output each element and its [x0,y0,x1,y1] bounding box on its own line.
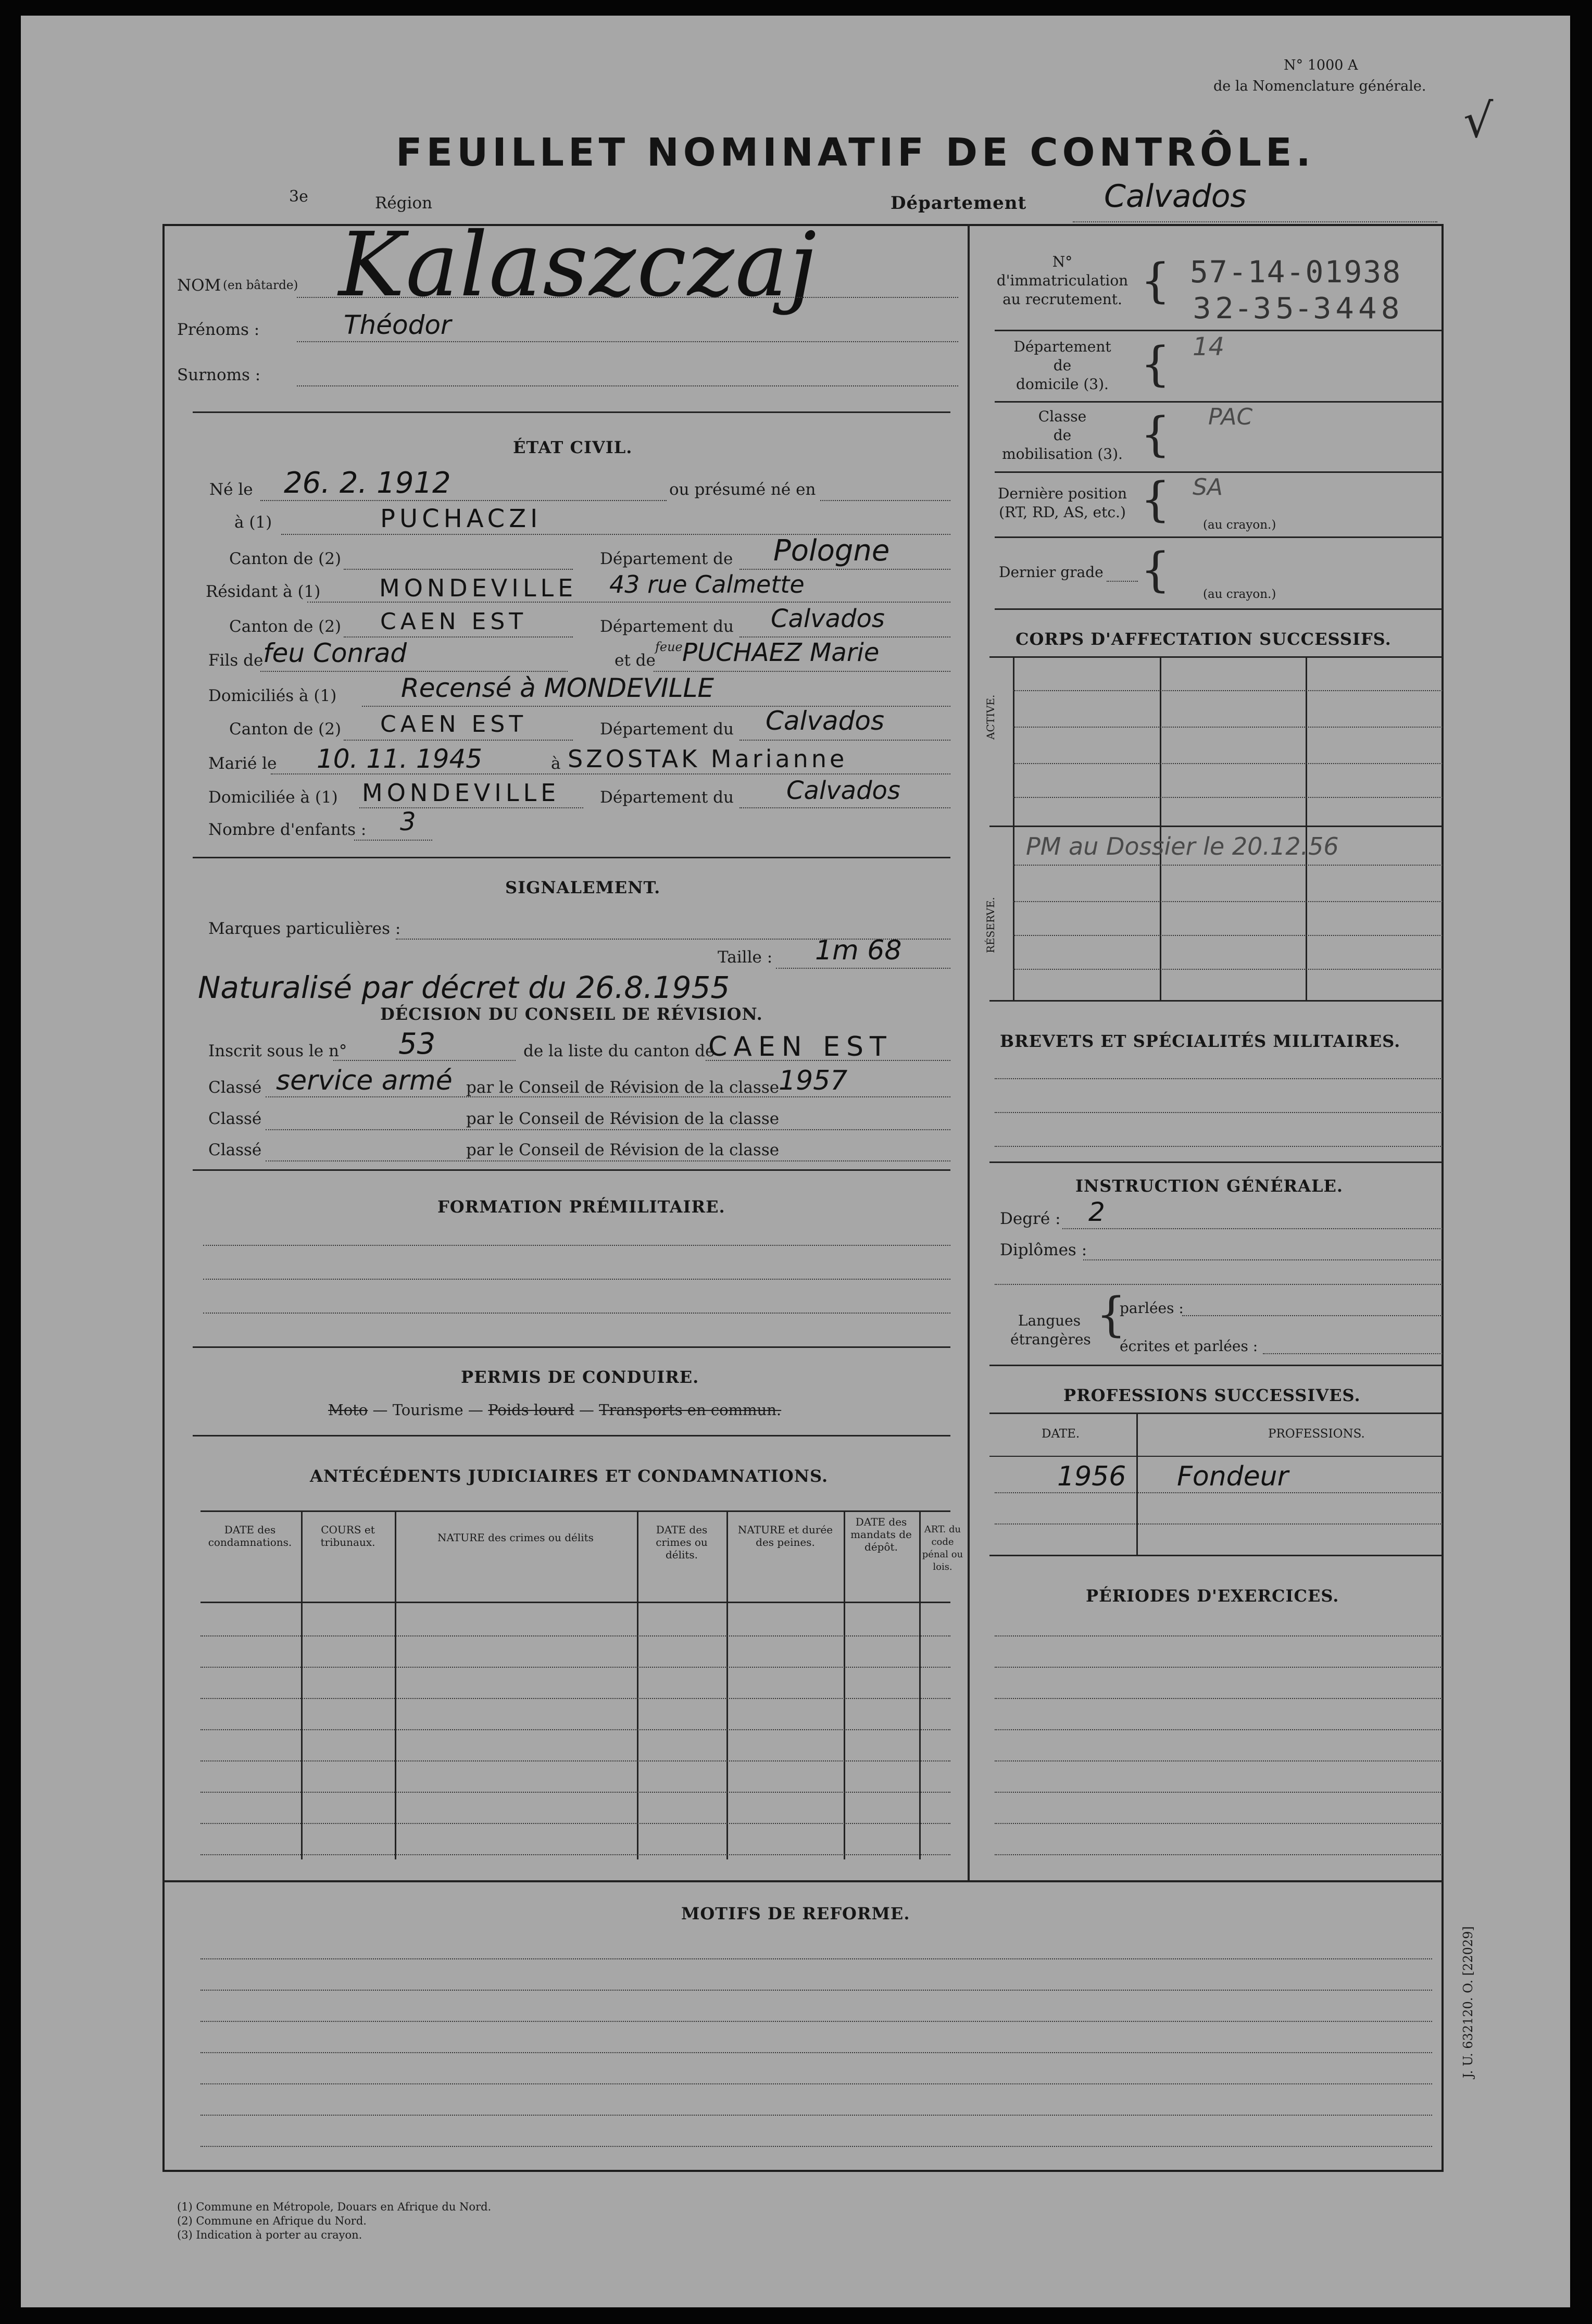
permis-poids-lourd: Poids lourd [488,1401,574,1419]
marques-label: Marques particulières : [208,919,401,938]
ne-le-value: 26. 2. 1912 [284,466,451,500]
marie-a-label: à [551,754,561,773]
dept3-label: Département du [600,720,734,739]
classe-mob-label: Classe de mobilisation (3). [1002,408,1123,463]
prof-value: Fondeur [1177,1461,1289,1492]
liste-value: CAEN EST [708,1031,893,1063]
domicile-value: 14 [1193,332,1225,361]
marie-value: 10. 11. 1945 [317,744,483,774]
col-nature-peines: NATURE et durée des peines. [737,1523,833,1548]
par-conseil-1: par le Conseil de Révision de la classe [466,1078,780,1097]
position-label: Dernière position (RT, RD, AS, etc.) [997,485,1127,521]
dept2-label: Département du [600,617,734,636]
mere-value: PUCHAEZ Marie [682,638,880,667]
footnote-1: (1) Commune en Métropole, Douars en Afrique du Nord. [177,2201,492,2213]
permis-moto: Moto [328,1401,368,1419]
permis-tourisme: Tourisme [392,1401,463,1419]
col-art-code: ART. du code pénal ou lois. [922,1524,963,1572]
departement-label: Département [891,193,1027,214]
degre-label: Degré : [1000,1209,1061,1228]
brevets-heading: BREVETS ET SPÉCIALITÉS MILITAIRES. [1000,1031,1401,1051]
dept3-value: Calvados [766,706,885,736]
reserve-note: PM au Dossier le 20.12.56 [1026,832,1339,860]
prenoms-value: Théodor [344,310,452,340]
footnote-3: (3) Indication à porter au crayon. [177,2229,362,2241]
ne-a-value: PUCHACZI [380,504,542,533]
professions-heading: PROFESSIONS SUCCESSIVES. [1063,1385,1361,1405]
prof-date-value: 1956 [1057,1461,1126,1492]
par-conseil-2: par le Conseil de Révision de la classe [466,1109,780,1128]
classe-year-1: 1957 [779,1065,848,1096]
instruction-heading: INSTRUCTION GÉNÉRALE. [1075,1176,1343,1196]
canton3-value: CAEN EST [380,711,528,738]
nom-note: (en bâtarde) [223,279,298,292]
classe-mob-value: PAC [1208,404,1253,430]
parlees-label: parlées : [1120,1300,1184,1317]
dept1-label: Département de [600,549,733,568]
position-au-crayon: (au crayon.) [1203,518,1276,532]
prof-header: PROFESSIONS. [1268,1427,1365,1441]
footnote-2: (2) Commune en Afrique du Nord. [177,2215,367,2227]
canton3-label: Canton de (2) [229,720,342,739]
residant-label: Résidant à (1) [206,582,321,601]
classe-label-3: Classé [208,1141,262,1159]
immat-value-1: 57-14-01938 [1190,254,1402,290]
ecrites-label: écrites et parlées : [1120,1338,1258,1355]
dept4-label: Département du [600,788,734,807]
inscrit-label: Inscrit sous le n° [208,1042,347,1060]
region-label: Région [375,194,433,213]
ne-a-label: à (1) [234,513,272,532]
classe-value-1: service armé [276,1065,453,1096]
liste-label: de la liste du canton de [523,1042,715,1060]
form-sheet: N° 1000 A de la Nomenclature générale. √ FEUILLET NOMINATIF DE CONTRÔLE. 3e Région Département Calvados NOM (en bâtarde) Kalaszczaj Prénoms : Théodor Surnoms : ÉTAT CIVIL. Né le 26. 2. 1912 ou présumé né en à (1) PUCHACZI Canton de (2) Département de Pologne Résidant à (1) MONDEVILLE 43 rue Calmette Canton de (2) CAEN EST Département du Calvados Fils de feu Conrad et de feue PUCHAEZ Marie Domiciliés à (1) Recensé à MONDEVILLE Canton de (2) CAEN EST Département du Calvados Marié le 10. 11. 1945 à SZOSTAK Marianne Domiciliée à (1) MONDEVILLE Département du Calvados Nombre d'enfants : 3 SIGNALEMENT. Marques particulières : Taille : 1m 68 Naturalisé par décret du 26.8.1955 DÉCISION DU CONSEIL DE RÉVISION. Inscrit sous le n° 53 de la liste du canton de CAEN EST Classé service armé par le Conseil de Révision de la classe 1957 Classé par le Conseil de Révision de la classe Classé par le Conseil de Révision de la classe FORMATION PRÉMILITAIRE. PERMIS DE CONDUIRE. Moto — Tourisme — Poids lourd — Transports en commun. ANTÉCÉDENTS JUDICIAIRES ET CONDAMNATIONS. DATE des condamnations. COURS et tribunaux. NATURE des crimes ou délits DATE des crimes ou délits. NATURE et durée des peines. DATE des mandats de dépôt. ART. du code pénal ou lois. N° d'immatriculation au recrutement. { 57-14-01938 32-35-3448 Département de domicile (3). { 14 Classe de mobilisation (3). { PAC Dernière position (RT, RD, AS, etc.) { SA (au crayon.) Dernier grade { (au crayon.) CORPS D'AFFECTATION SUCCESSIFS. ACTIVE. RÉSERVE. PM au Dossier le 20.12.56 BREVETS ET SPÉCIALITÉS MILITAIRES. INSTRUCTION GÉNÉRALE. Degré : 2 Diplômes : Langues étrangères { parlées : écrites et parlées : PROFESSIONS SUCCESSIVES. DATE. PROFESSIONS. 1956 Fondeur PÉRIODES D'EXERCICES. MOTIFS DE REFORME. J. U. 632120. O. [22029] (1) Commune en Métropole, Douars en Afrique du Nord. (2) Commune en Afrique du Nord. (3) Indication à porter au crayon. [21,16,1570,2307]
region-number: 3e [289,188,308,206]
motifs-heading: MOTIFS DE REFORME. [681,1904,910,1923]
immat-value-2: 32-35-3448 [1193,292,1404,326]
pere-value: feu Conrad [263,638,407,668]
grade-au-crayon: (au crayon.) [1203,588,1276,601]
canton2-value: CAEN EST [380,608,528,635]
corps-heading: CORPS D'AFFECTATION SUCCESSIFS. [1016,629,1392,649]
presume-label: ou présumé né en [669,480,816,499]
check-mark: √ [1463,94,1494,148]
nom-label: NOM [177,276,221,295]
nomenclature-note: de la Nomenclature générale. [1213,78,1426,94]
domiciliee-value: MONDEVILLE [362,779,560,807]
taille-value: 1m 68 [815,935,902,966]
domicile-label: Département de domicile (3). [1013,338,1111,393]
par-conseil-3: par le Conseil de Révision de la classe [466,1141,780,1159]
inscrit-value: 53 [398,1027,436,1061]
formation-heading: FORMATION PRÉMILITAIRE. [437,1197,725,1217]
canton1-label: Canton de (2) [229,549,342,568]
permis-types: Moto — Tourisme — Poids lourd — Transports en commun. [328,1401,782,1419]
residant-address: 43 rue Calmette [609,570,805,598]
marie-label: Marié le [208,754,277,773]
permis-heading: PERMIS DE CONDUIRE. [461,1367,699,1387]
prenoms-label: Prénoms : [177,320,260,339]
ne-le-label: Né le [209,480,253,499]
degre-value: 2 [1088,1197,1105,1227]
enfants-value: 3 [400,807,416,836]
classe-label-1: Classé [208,1078,262,1097]
domicilies-value: Recensé à MONDEVILLE [401,673,714,703]
dept1-value: Pologne [773,534,890,568]
langues-label: Langues étrangères [1010,1312,1091,1348]
canton2-label: Canton de (2) [229,617,342,636]
epouse-value: SZOSTAK Marianne [568,745,848,773]
col-date-condamnations: DATE des condamnations. [208,1523,292,1548]
form-number: N° 1000 A [1284,57,1358,73]
taille-label: Taille : [718,948,773,967]
residant-value: MONDEVILLE [379,574,578,602]
fils-de-label: Fils de [208,651,264,670]
reserve-label: RÉSERVE. [984,897,997,953]
surnoms-label: Surnoms : [177,366,261,384]
naturalisation-note: Naturalisé par décret du 26.8.1955 [198,970,730,1005]
col-date-mandats: DATE des mandats de dépôt. [850,1516,912,1553]
enfants-label: Nombre d'enfants : [208,820,367,839]
dept4-value: Calvados [786,776,900,805]
departement-value: Calvados [1104,178,1247,215]
form-title: FEUILLET NOMINATIF DE CONTRÔLE. [396,130,1315,175]
et-de-label: et de [615,651,656,670]
periodes-heading: PÉRIODES D'EXERCICES. [1086,1586,1339,1606]
col-nature-crimes: NATURE des crimes ou délits [437,1531,594,1544]
prof-date-header: DATE. [1042,1427,1080,1441]
antecedents-heading: ANTÉCÉDENTS JUDICIAIRES ET CONDAMNATIONS. [310,1466,829,1486]
classe-label-2: Classé [208,1109,262,1128]
main-frame [162,224,1444,2172]
permis-transports: Transports en commun. [599,1401,782,1419]
nom-value: Kalaszczaj [339,214,818,317]
domicilies-label: Domiciliés à (1) [208,686,337,705]
grade-label: Dernier grade [999,564,1104,581]
signalement-heading: SIGNALEMENT. [505,878,661,897]
etat-civil-heading: ÉTAT CIVIL. [513,438,633,457]
immat-label: N° d'immatriculation au recrutement. [996,253,1129,308]
dept2-value: Calvados [771,604,885,633]
conseil-heading: DÉCISION DU CONSEIL DE RÉVISION. [380,1004,763,1024]
diplomes-label: Diplômes : [1000,1241,1087,1259]
mere-prefix: feue [655,640,683,654]
side-imprint: J. U. 632120. O. [22029] [1461,1926,1475,2078]
domiciliee-label: Domiciliée à (1) [208,788,338,807]
col-cours-tribunaux: COURS et tribunaux. [320,1523,375,1548]
col-date-crimes: DATE des crimes ou délits. [656,1523,708,1561]
position-value: SA [1193,474,1223,501]
active-label: ACTIVE. [984,694,997,740]
